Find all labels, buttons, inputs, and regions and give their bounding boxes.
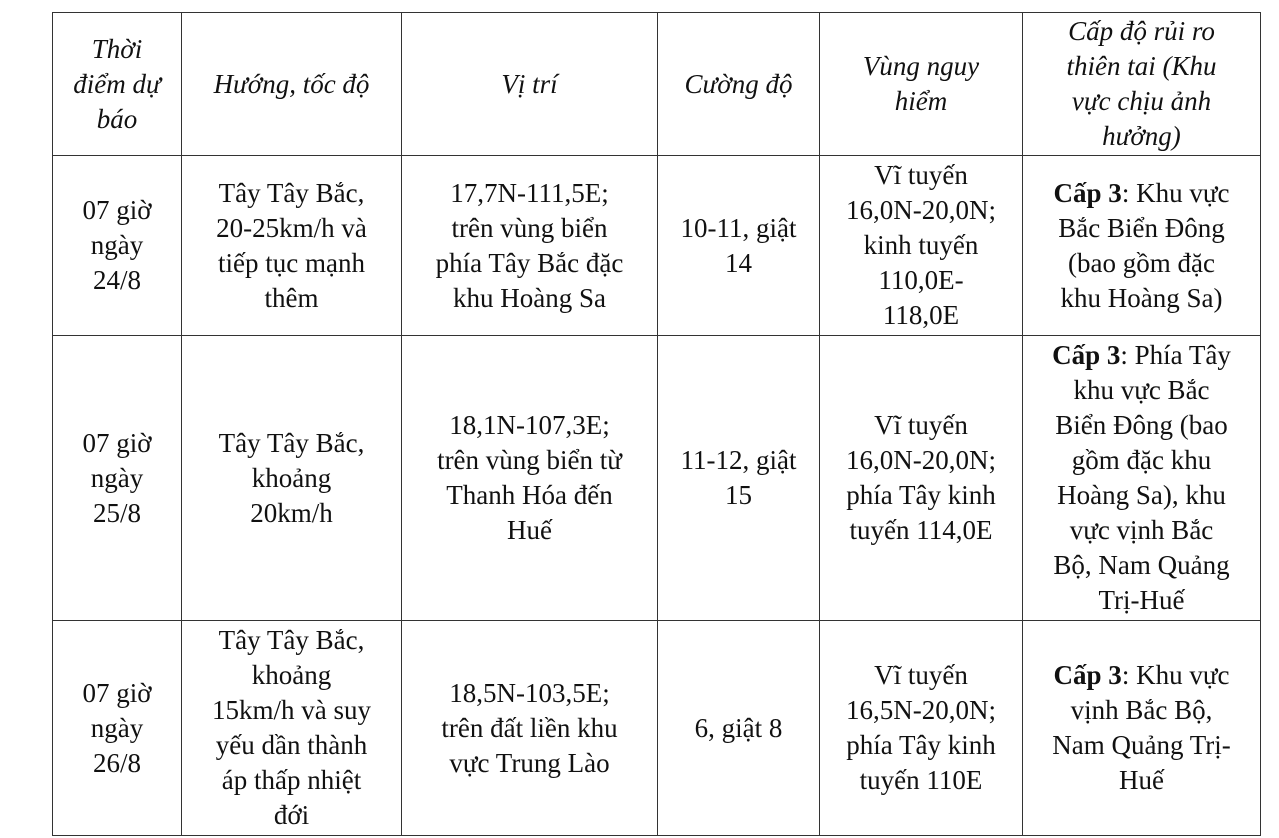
cell-risk: Cấp 3: Phía Tây khu vực Bắc Biển Đông (bao gồm đặc khu Hoàng Sa), khu vực vịnh Bắc Bộ, Nam Quảng Trị-Huế [1023,336,1261,621]
risk-level: Cấp 3 [1052,340,1121,370]
table-row [53,621,1261,836]
cell-time: 07 giờ ngày 24/8 [53,156,182,336]
cell-position: 18,1N-107,3E; trên vùng biển từ Thanh Hóa đến Huế [402,336,658,621]
risk-level: Cấp 3 [1053,660,1122,690]
header-risk: Cấp độ rủi ro thiên tai (Khu vực chịu ảnh hưởng) [1023,13,1261,156]
cell-intensity: 10-11, giật 14 [658,156,820,336]
cell-danger-zone: Vĩ tuyến 16,5N-20,0N; phía Tây kinh tuyến 110E [820,621,1023,836]
cell-risk: Cấp 3: Khu vực vịnh Bắc Bộ, Nam Quảng Trị- Huế [1023,621,1261,836]
table-row [53,156,1261,336]
cell-intensity: 6, giật 8 [658,621,820,836]
cell-danger-zone: Vĩ tuyến 16,0N-20,0N; kinh tuyến 110,0E- 118,0E [820,156,1023,336]
cell-danger-zone: Vĩ tuyến 16,0N-20,0N; phía Tây kinh tuyến 114,0E [820,336,1023,621]
cell-direction: Tây Tây Bắc, khoảng 20km/h [182,336,402,621]
forecast-table [52,12,1261,836]
header-time: Thời điểm dự báo [53,13,182,156]
cell-direction: Tây Tây Bắc, 20-25km/h và tiếp tục mạnh thêm [182,156,402,336]
risk-level: Cấp 3 [1053,177,1122,208]
header-direction: Hướng, tốc độ [182,13,402,156]
cell-intensity: 11-12, giật 15 [658,336,820,621]
header-danger-zone: Vùng nguy hiểm [820,13,1023,156]
table-row [53,336,1261,621]
header-position: Vị trí [402,13,658,156]
cell-risk: Cấp 3: Khu vực Bắc Biển Đông (bao gồm đặc khu Hoàng Sa) [1023,156,1261,336]
header-intensity: Cường độ [658,13,820,156]
cell-position: 17,7N-111,5E; trên vùng biển phía Tây Bắc đặc khu Hoàng Sa [402,156,658,336]
header-row [53,13,1261,156]
cell-time: 07 giờ ngày 26/8 [53,621,182,836]
cell-time: 07 giờ ngày 25/8 [53,336,182,621]
cell-position: 18,5N-103,5E; trên đất liền khu vực Trung Lào [402,621,658,836]
cell-direction: Tây Tây Bắc, khoảng 15km/h và suy yếu dần thành áp thấp nhiệt đới [182,621,402,836]
